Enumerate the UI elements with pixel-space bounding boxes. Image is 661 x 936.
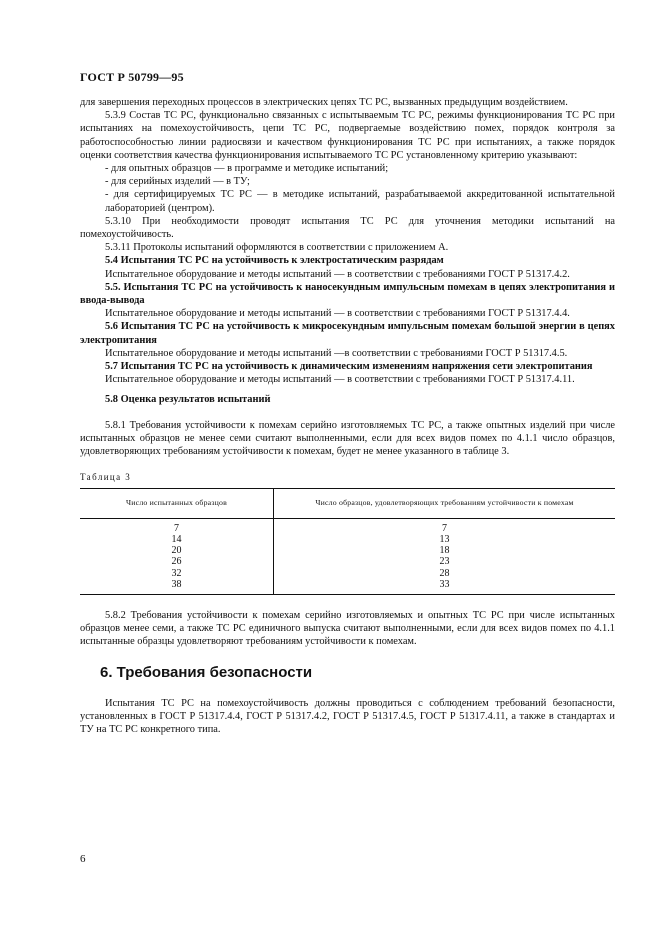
heading-5-5: 5.5. Испытания ТС РС на устойчивость к наносекундным импульсным помехам в цепях электропитания и ввода-вывода	[80, 281, 615, 307]
list-item: - для сертифицируемых ТС РС — в методике испытаний, разрабатываемой аккредитованной испытательной лабораторией (центром).	[105, 189, 615, 214]
table-cell: 32	[171, 567, 182, 579]
paragraph-continuation: для завершения переходных процессов в электрических цепях ТС РС, вызванных предыдущим воздействием.	[80, 97, 568, 108]
table-cell: 7	[174, 522, 179, 534]
document-body	[80, 96, 615, 736]
table-row	[80, 518, 615, 594]
paragraph-5-6: Испытательное оборудование и методы испытаний —в соответствии с требованиями ГОСТ Р 51317.4.5.	[105, 347, 568, 359]
paragraph-5-4: Испытательное оборудование и методы испытаний — в соответствии с требованиями ГОСТ Р 51317.4.2.	[105, 268, 570, 280]
section-6-heading: 6. Требования безопасности	[100, 663, 313, 681]
heading-5-6: 5.6 Испытания ТС РС на устойчивость к микросекундным импульсным помехам большой энергии в цепях электропитания	[80, 321, 615, 346]
paragraph-5-8-2: 5.8.2 Требования устойчивости к помехам серийно изготовляемых и опытных ТС РС при числе испытанных образцов менее семи, а также ТС РС единичного выпуска считают выполненными, если для всех видов помех по 4.1.1 испытанные образцы удовлетворяют требованиям устойчивости к помехам.	[80, 609, 615, 648]
document-header: ГОСТ Р 50799—95	[80, 70, 184, 84]
table-cell: 20	[171, 545, 182, 557]
paragraph-5-5: Испытательное оборудование и методы испытаний — в соответствии с требованиями ГОСТ Р 51317.4.4.	[105, 308, 570, 320]
page-number: 6	[80, 853, 86, 865]
paragraph-5-8-1: 5.8.1 Требования устойчивости к помехам серийно изготовляемых ТС РС, а также опытных изделий при числе испытанных образцов не менее семи считают выполненными, если для всех видов помех по 4.1.1 число образцов, удовлетворяющих требованиям устойчивости к помехам, будет не менее указанного в таблице 3.	[80, 419, 615, 458]
table-cell: 26	[171, 556, 182, 568]
heading-5-7: 5.7 Испытания ТС РС на устойчивость к динамическим изменениям напряжения сети электропитания	[105, 361, 593, 373]
table-cell: 38	[171, 578, 182, 590]
paragraph-5-3-10: 5.3.10 При необходимости проводят испытания ТС РС для уточнения методики испытаний на помехоустойчивость.	[80, 215, 615, 241]
table-cell: 18	[439, 545, 450, 557]
table-column-passed	[274, 518, 616, 594]
table-cell: 23	[439, 556, 450, 568]
table-3	[80, 488, 615, 594]
table-column-tested	[80, 518, 274, 594]
list-item: - для серийных изделий — в ТУ;	[105, 176, 250, 188]
table-cell: 28	[439, 567, 450, 579]
paragraph-5-3-9: 5.3.9 Состав ТС РС, функционально связанных с испытываемым ТС РС, режимы функционирования ТС РС при испытаниях на помехоустойчивость, цепи ТС РС, подвергаемые воздействию помех, порядок контроля за работоспособностью линии радиосвязи и качеством функционирования ТС РС при испытаниях, а также порядок оценки соответствия качества функционирования испытываемого ТС РС установленному критерию указывают:	[80, 110, 615, 161]
table-cell: 7	[442, 522, 447, 534]
paragraph-5-7: Испытательное оборудование и методы испытаний — в соответствии с требованиями ГОСТ Р 51317.4.11.	[105, 374, 575, 386]
table-header-cell: Число испытанных образцов	[80, 489, 274, 518]
table-header-cell: Число образцов, удовлетворяющих требованиям устойчивости к помехам	[274, 489, 616, 518]
heading-5-8: 5.8 Оценка результатов испытаний	[105, 394, 271, 406]
table-header-row	[80, 489, 615, 518]
table-cell: 14	[171, 533, 182, 545]
table-cell: 33	[439, 578, 450, 590]
table-caption: Таблица 3	[80, 472, 132, 483]
paragraph-6: Испытания ТС РС на помехоустойчивость должны проводиться с соблюдением требований безопасности, установленных в ГОСТ Р 51317.4.4, ГОСТ Р 51317.4.2, ГОСТ Р 51317.4.5, ГОСТ Р 51317.4.11, а также в стандартах и ТУ на ТС РС конкретного типа.	[80, 697, 615, 735]
list-item: - для опытных образцов — в программе и методике испытаний;	[105, 163, 389, 175]
paragraph-5-3-11: 5.3.11 Протоколы испытаний оформляются в соответствии с приложением А.	[105, 242, 449, 254]
heading-5-4: 5.4 Испытания ТС РС на устойчивость к электростатическим разрядам	[105, 255, 444, 267]
table-cell: 13	[439, 533, 450, 545]
